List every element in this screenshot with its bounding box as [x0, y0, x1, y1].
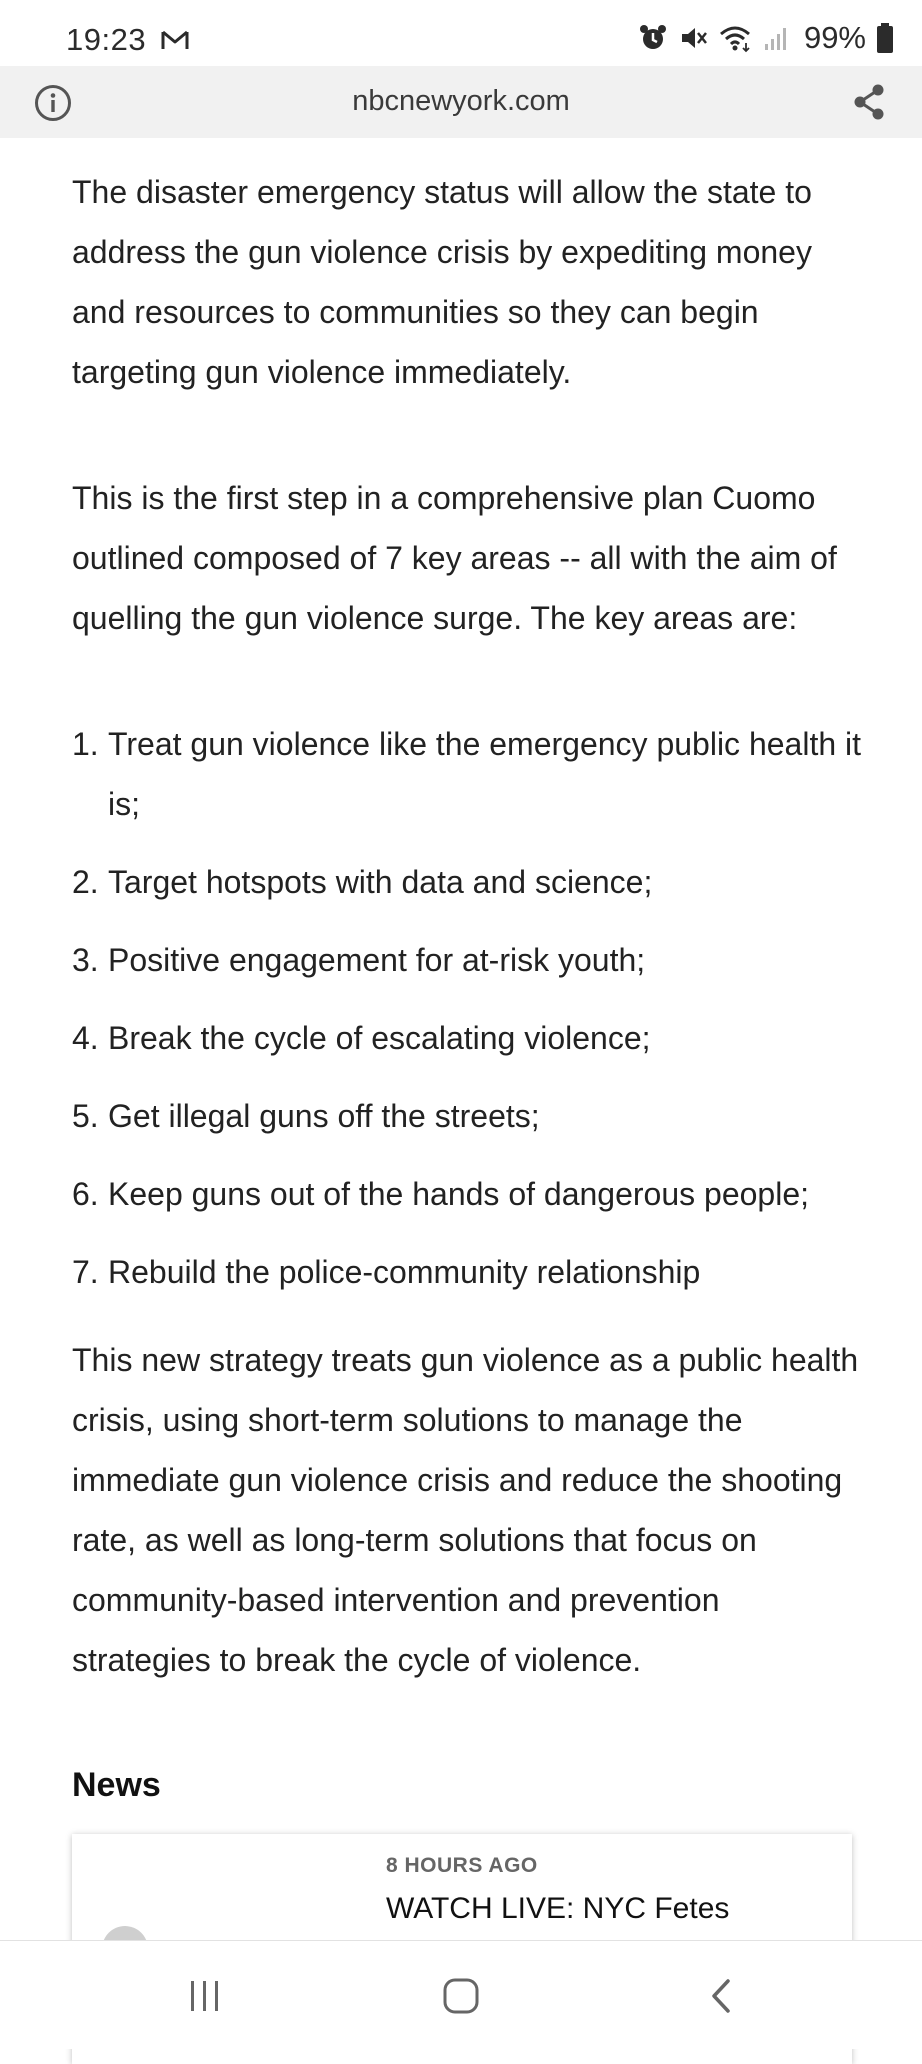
gmail-icon [160, 28, 190, 52]
home-icon [442, 1977, 480, 2015]
battery-percentage: 99% [803, 20, 866, 55]
share-icon[interactable] [850, 82, 888, 122]
article-paragraph-3: This new strategy treats gun violence as a public health crisis, using short-term solutions to manage the immediate gun violence crisis and reduce the shooting rate, as well as long-term solutions that focus on community-based intervention and prevention strategies to break the cycle of violence. [72, 1342, 859, 1678]
news-headline[interactable]: WATCH LIVE: NYC Fetes [386, 1892, 730, 1925]
battery-icon [876, 22, 894, 54]
list-item: 4. Break the cycle of escalating violence; [72, 1020, 651, 1056]
key-areas-list [72, 714, 862, 1320]
home-button[interactable] [436, 1971, 486, 2021]
url-text[interactable]: nbcnewyork.com [352, 85, 570, 117]
alarm-icon [638, 23, 668, 53]
recent-apps-button[interactable] [180, 1971, 230, 2021]
wifi-icon [718, 23, 752, 53]
list-item: 3. Positive engagement for at-risk youth; [72, 942, 646, 978]
article-paragraph-1: The disaster emergency status will allow the state to address the gun violence crisis by expediting money and resources to communities so they can begin targeting gun violence immediately. [72, 174, 812, 390]
list-item: 6. Keep guns out of the hands of dangerous people; [72, 1176, 809, 1212]
list-item: 5. Get illegal guns off the streets; [72, 1098, 540, 1134]
system-nav-bar [0, 1940, 922, 2049]
status-bar [0, 0, 922, 66]
status-time: 19:23 [66, 22, 147, 57]
news-timestamp: 8 HOURS AGO [386, 1854, 538, 1877]
signal-icon [762, 23, 792, 53]
list-item: 2. Target hotspots with data and science; [72, 864, 653, 900]
back-icon [706, 1977, 736, 2015]
list-item: 1. Treat gun violence like the emergency public health it is; [72, 726, 862, 822]
status-icons [638, 20, 894, 56]
url-bar[interactable] [0, 66, 922, 138]
back-button[interactable] [696, 1971, 746, 2021]
article-paragraph-2: This is the first step in a comprehensive plan Cuomo outlined composed of 7 key areas -- all with the aim of quelling the gun violence surge. The key areas are: [72, 480, 837, 636]
news-section-title: News [72, 1766, 161, 1804]
mute-icon [678, 23, 708, 53]
recent-apps-icon [187, 1979, 223, 2013]
list-item: 7. Rebuild the police-community relationship [72, 1254, 701, 1290]
